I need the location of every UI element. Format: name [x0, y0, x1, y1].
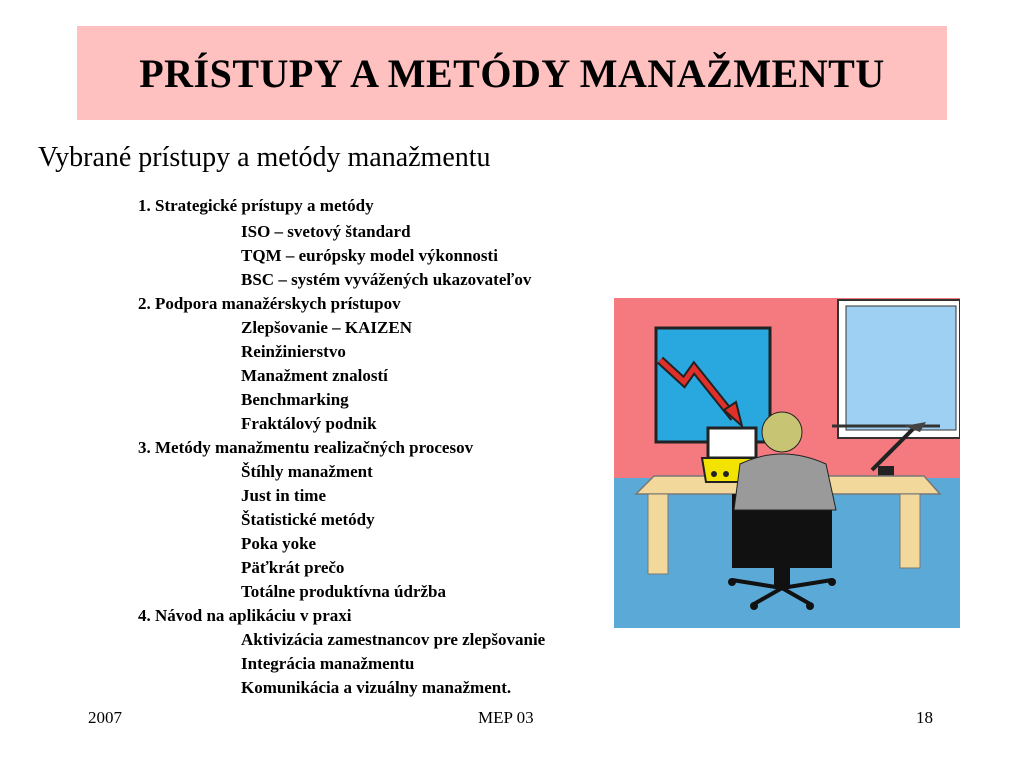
list-item: Štíhly manažment — [241, 462, 373, 481]
title-box — [77, 26, 947, 120]
list-item: Päťkrát prečo — [241, 558, 345, 577]
slide-title: PRÍSTUPY A METÓDY MANAŽMENTU — [139, 50, 885, 96]
office-manager-clipart — [614, 298, 960, 628]
list-item: Manažment znalostí — [241, 366, 388, 385]
slide-subtitle: Vybrané prístupy a metódy manažmentu — [38, 142, 491, 173]
list-item: Fraktálový podnik — [241, 414, 377, 433]
footer-year: 2007 — [88, 708, 122, 727]
list-item: Štatistické metódy — [241, 510, 375, 529]
list-item: BSC – systém vyvážených ukazovateľov — [241, 270, 532, 289]
office-manager-icon — [614, 298, 960, 628]
list-item: Reinžinierstvo — [241, 342, 346, 361]
slide-number: 18 — [916, 708, 933, 727]
list-item: Aktivizácia zamestnancov pre zlepšovanie — [241, 630, 546, 649]
list-item: TQM – európsky model výkonnosti — [241, 246, 498, 265]
section-heading: 4. Návod na aplikáciu v praxi — [138, 606, 352, 625]
section-heading: 2. Podpora manažérskych prístupov — [138, 294, 401, 313]
list-item: Poka yoke — [241, 534, 317, 553]
list-item: Zlepšovanie – KAIZEN — [241, 318, 412, 337]
list-item: Komunikácia a vizuálny manažment. — [241, 678, 512, 697]
footer-course: MEP 03 — [478, 708, 534, 727]
section-heading: 3. Metódy manažmentu realizačných procesov — [138, 438, 474, 457]
list-item: Integrácia manažmentu — [241, 654, 415, 673]
list-item: Just in time — [241, 486, 326, 505]
section-heading: 1. Strategické prístupy a metódy — [138, 196, 374, 215]
list-item: Totálne produktívna údržba — [241, 582, 447, 601]
list-item: ISO – svetový štandard — [241, 222, 411, 241]
list-item: Benchmarking — [241, 390, 349, 409]
